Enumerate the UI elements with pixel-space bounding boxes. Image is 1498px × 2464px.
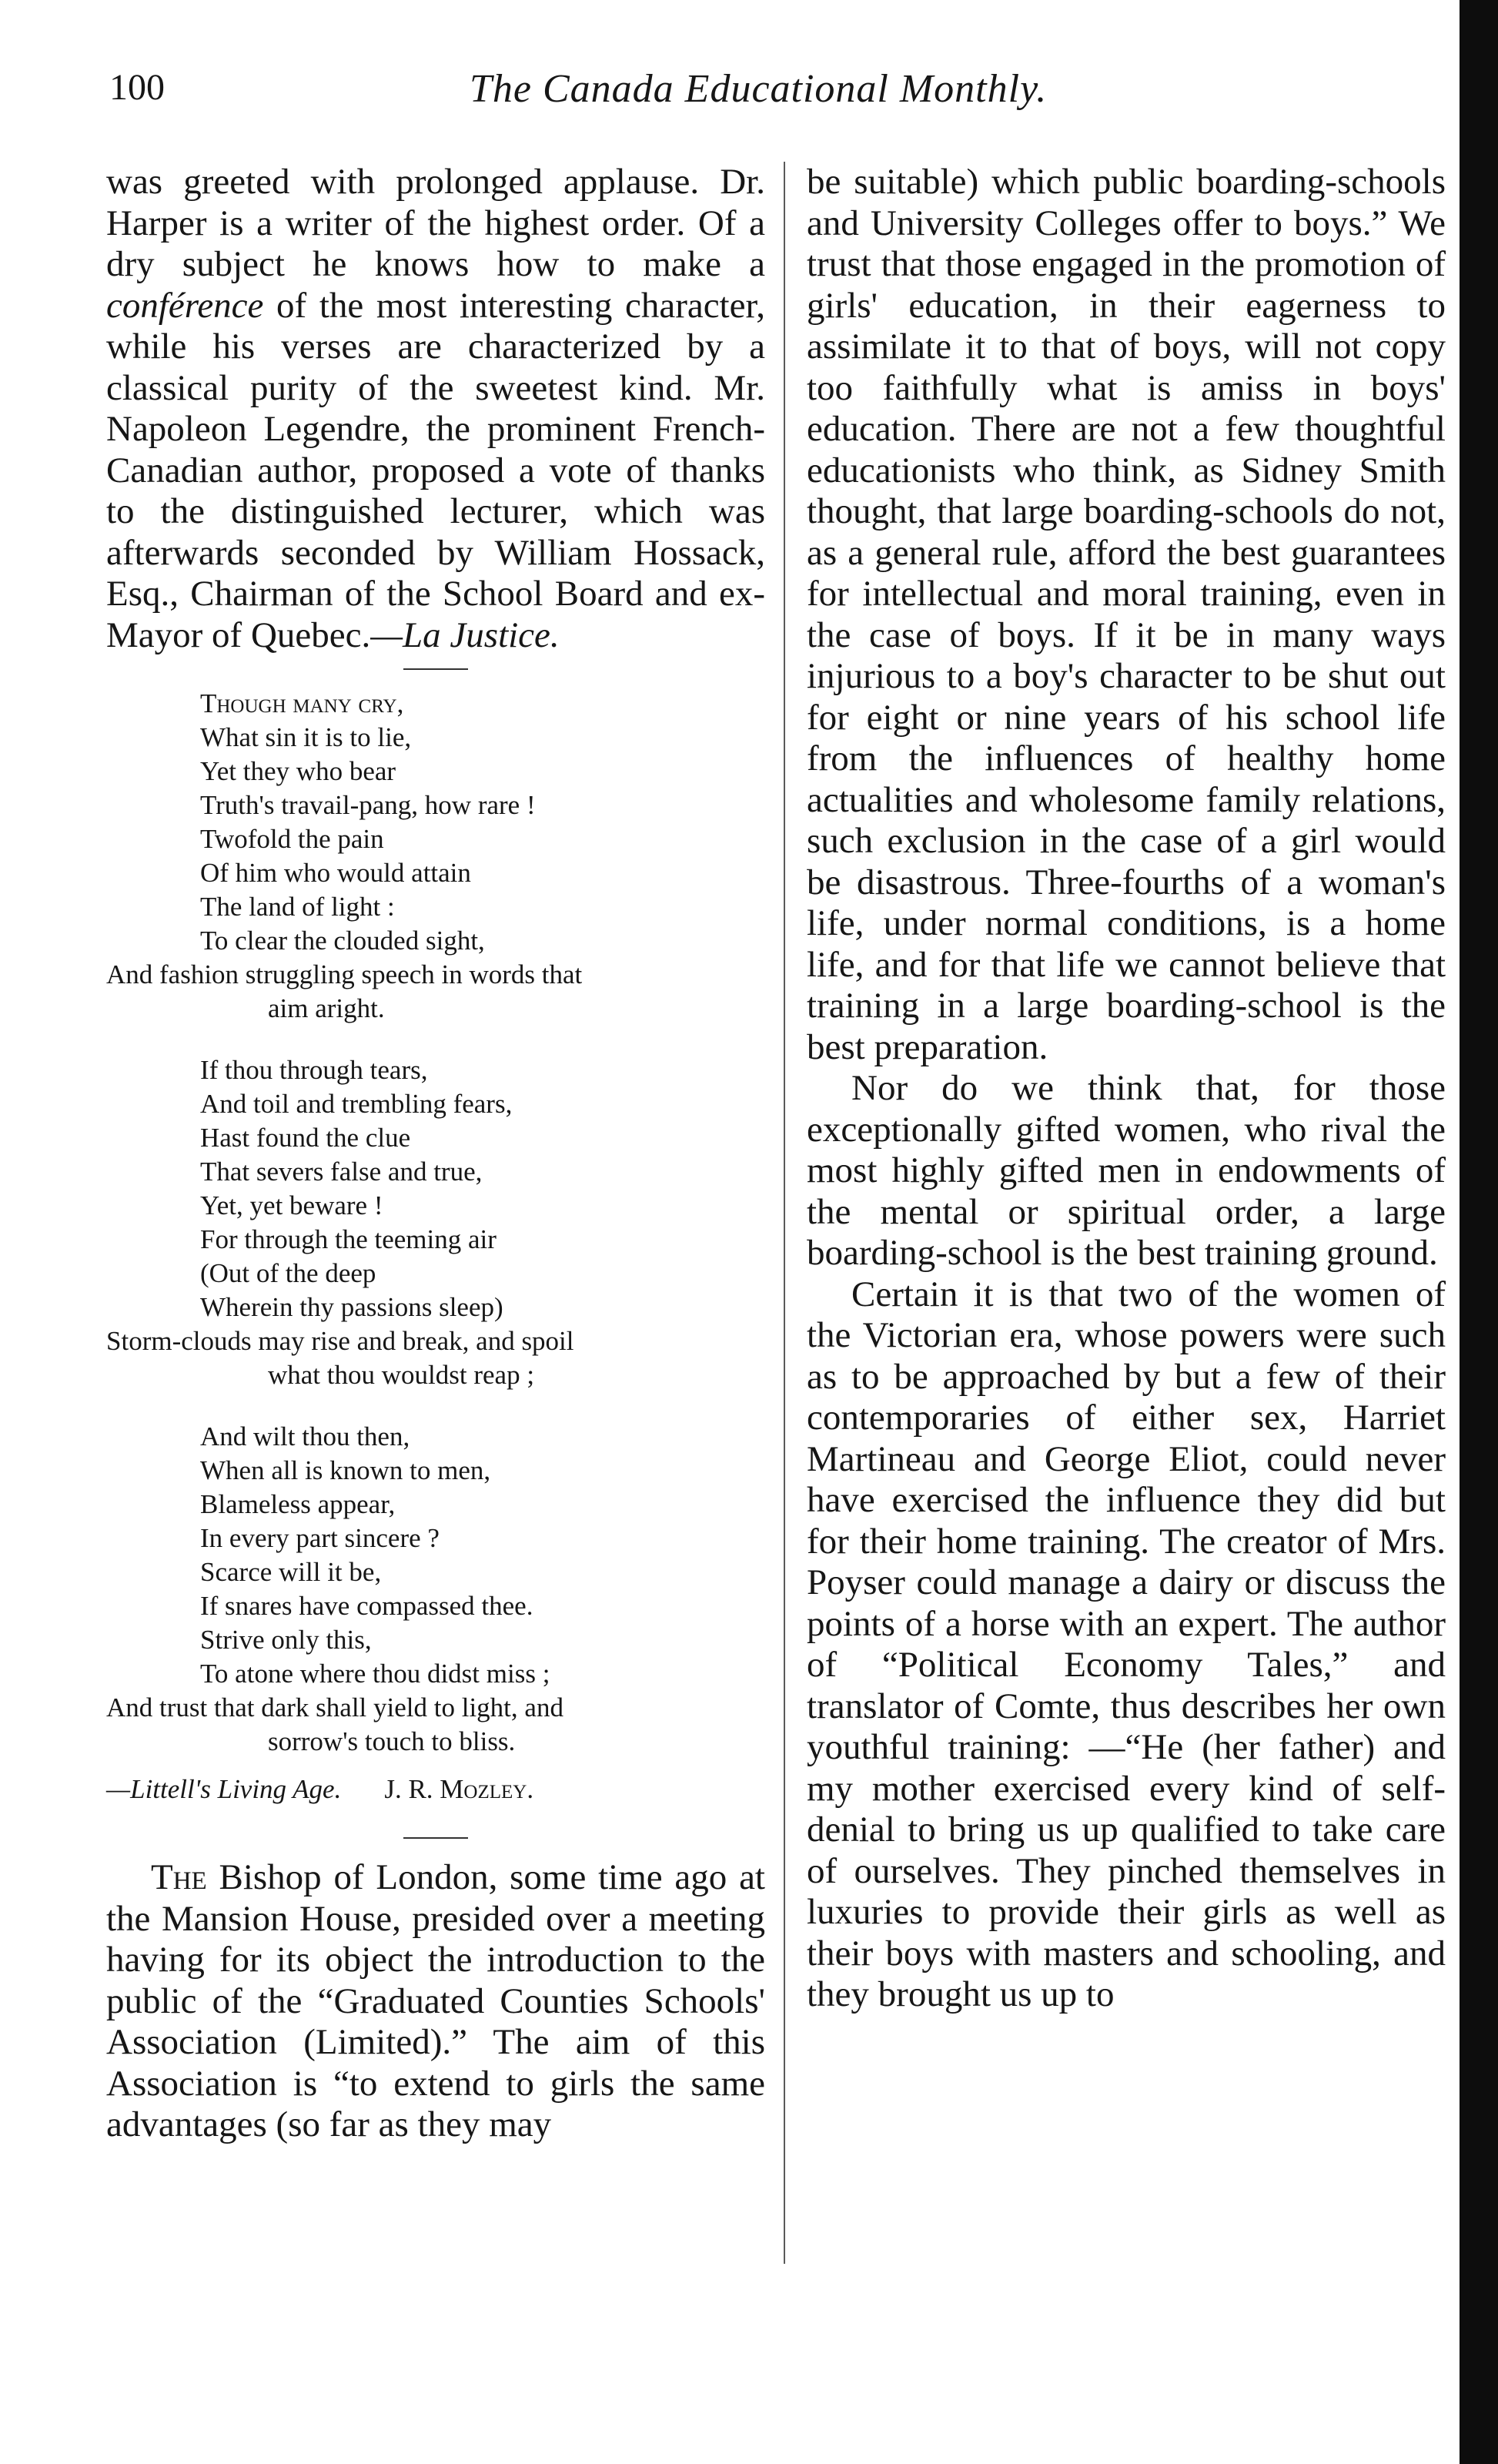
poem-line: What sin it is to lie, bbox=[200, 722, 412, 752]
poem-line-turnover: sorrow's touch to bliss. bbox=[268, 1726, 516, 1756]
poem-line: And fashion struggling speech in words that bbox=[106, 959, 583, 989]
running-title: The Canada Educational Monthly. bbox=[470, 67, 1048, 111]
poem-line: Blameless appear, bbox=[200, 1489, 396, 1519]
poem-line: If snares have compassed thee. bbox=[200, 1591, 533, 1621]
poem-line: Storm-clouds may rise and break, and spoil bbox=[106, 1326, 574, 1356]
poem-stanza-2 bbox=[106, 1053, 765, 1392]
poem-attribution bbox=[106, 1773, 765, 1806]
poem-line: Truth's travail-pang, how rare ! bbox=[200, 790, 536, 820]
paragraph-lead-word: The bbox=[151, 1857, 207, 1897]
paragraph-gifted-women: Nor do we think that, for those exceptionally gifted women, who rival the most highly gifted men in endowments of the mental or spiritual order, a large boarding-school is the best training ground. bbox=[807, 1068, 1446, 1273]
poem-stanza-3 bbox=[106, 1420, 765, 1759]
poem-line: And trust that dark shall yield to light, and bbox=[106, 1692, 563, 1722]
paragraph-victorian-women: Certain it is that two of the women of the Victorian era, whose powers were such as to be approached by but a few of their contemporaries of either sex, Harriet Martineau and George Eliot, could never have exercised the influence they did but for their home training. The creator of Mrs. Poyser could manage a dairy or discuss the points of a horse with an expert. The author of “Political Economy Tales,” and translator of Comte, thus describes her own youthful training: —“He (her father) and my mother exercised every kind of self-denial to bring us up qualified to take care of ourselves. They pinched themselves in luxuries to provide their girls as well as their boys with masters and schooling, and they brought us up to bbox=[807, 1274, 1446, 2014]
scan-edge-shadow bbox=[1460, 0, 1498, 2464]
poem-line: The land of light : bbox=[200, 892, 395, 922]
poem-line: Though many cry, bbox=[200, 688, 404, 718]
poem-line: Yet they who bear bbox=[200, 756, 396, 786]
poem-line: (Out of the deep bbox=[200, 1258, 376, 1288]
paragraph-continued: be suitable) which public boarding-schools and University Colleges offer to boys.” We trust that those engaged in the promotion of girls' education, in their eagerness to assimilate it to that of boys, will not copy too faithfully what is amiss in boys' education. There are not a few thoughtful educationists who think, as Sidney Smith thought, that large boarding-schools do not, as a general rule, afford the best guarantees for intellectual and moral training, even in the case of boys. If it be in many ways injurious to a boy's character to be shut out for eight or nine years of his school life from the influences of healthy home actualities and wholesome family relations, such exclusion in the case of a girl would be disastrous. Three-fourths of a woman's life, under normal conditions, is a home life, and for that life we cannot believe that training in a large boarding-school is the best preparation. bbox=[807, 162, 1446, 1067]
poem-line: In every part sincere ? bbox=[200, 1523, 440, 1553]
poem-line: Hast found the clue bbox=[200, 1123, 411, 1153]
poem-line: For through the teeming air bbox=[200, 1224, 497, 1254]
source-citation: —La Justice. bbox=[370, 614, 560, 655]
page-number: 100 bbox=[109, 67, 165, 108]
poem-line: Strive only this, bbox=[200, 1625, 372, 1655]
poem-line: Of him who would attain bbox=[200, 858, 471, 888]
poem-line: Scarce will it be, bbox=[200, 1557, 382, 1587]
attribution-source: —Littell's Living Age. bbox=[106, 1774, 342, 1804]
left-column bbox=[106, 162, 765, 2146]
poem-stanza-1 bbox=[106, 687, 765, 1026]
opening-paragraph bbox=[106, 162, 765, 656]
poem-line: If thou through tears, bbox=[200, 1055, 428, 1085]
poem-line: And wilt thou then, bbox=[200, 1421, 410, 1451]
paragraph-text: Bishop of London, some time ago at the Mansion House, presided over a meeting having for its object the introduction to the public of the “Graduated Counties Schools' Association (Limited).” The aim of this Association is “to extend to girls the same advantages (so far as they may bbox=[106, 1857, 765, 2144]
poem-line: To clear the clouded sight, bbox=[200, 926, 485, 956]
column-rule bbox=[784, 162, 785, 2264]
poem-line-turnover: what thou wouldst reap ; bbox=[268, 1360, 535, 1390]
opening-text-b: of the most interesting character, while his verses are characterized by a classical purity of the sweetest kind. Mr. Napoleon Legendre, the prominent French-Canadian author, proposed a vote of thanks to the distinguished lecturer, which was afterwards seconded by William Hossack, Esq., Chairman of the School Board and ex-Mayor of Quebec. bbox=[106, 285, 765, 655]
italic-term: conférence bbox=[106, 285, 264, 326]
poem-line: That severs false and true, bbox=[200, 1157, 483, 1187]
poem-line: Wherein thy passions sleep) bbox=[200, 1292, 503, 1322]
right-column bbox=[807, 162, 1446, 2016]
bishop-paragraph bbox=[106, 1857, 765, 2146]
poem-line: Twofold the pain bbox=[200, 824, 384, 854]
poem-line: And toil and trembling fears, bbox=[200, 1089, 513, 1119]
section-divider bbox=[403, 1837, 468, 1839]
poem bbox=[106, 687, 765, 1806]
poem-line: When all is known to men, bbox=[200, 1455, 491, 1485]
section-divider bbox=[403, 668, 468, 670]
poem-line-turnover: aim aright. bbox=[268, 993, 385, 1023]
attribution-author: J. R. Mozley. bbox=[384, 1774, 534, 1804]
poem-line: To atone where thou didst miss ; bbox=[200, 1659, 550, 1689]
opening-text-a: was greeted with prolonged applause. Dr. Harper is a writer of the highest order. Of a dry subject he knows how to make a bbox=[106, 162, 765, 284]
poem-line: Yet, yet beware ! bbox=[200, 1190, 383, 1220]
